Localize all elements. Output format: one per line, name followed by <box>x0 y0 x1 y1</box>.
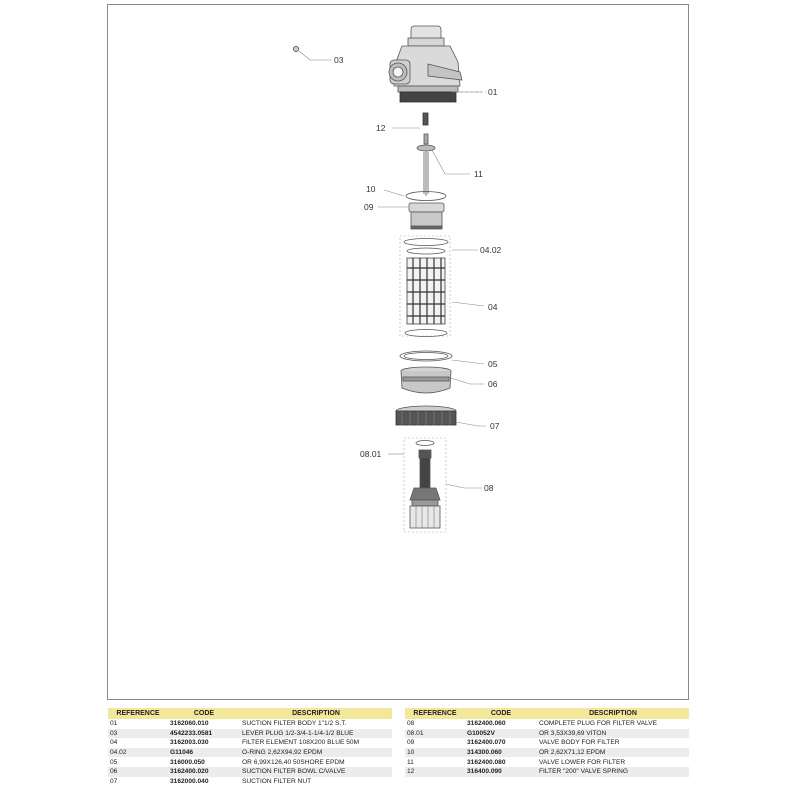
cell-code: G11046 <box>168 748 240 758</box>
part-06-filter-bowl <box>401 367 484 393</box>
table-row <box>108 777 392 787</box>
table-row <box>108 748 392 758</box>
header-reference: REFERENCE <box>108 708 168 719</box>
cell-ref: 06 <box>108 767 168 777</box>
cell-code: 314300.060 <box>465 748 537 758</box>
cell-code: 4542233.0581 <box>168 729 240 739</box>
cell-code: 316000.050 <box>170 758 205 766</box>
callout-05: 05 <box>488 359 498 369</box>
header-description: DESCRIPTION <box>537 708 689 719</box>
cell-ref: 01 <box>110 720 118 728</box>
table-row <box>108 767 392 777</box>
callout-03: 03 <box>334 55 344 65</box>
part-07-filter-nut <box>396 406 486 426</box>
cell-ref: 10 <box>405 748 465 758</box>
part-12-valve-spring <box>392 113 428 128</box>
header-reference: REFERENCE <box>405 708 465 719</box>
cell-ref: 08 <box>407 720 415 728</box>
cell-ref: 03 <box>108 729 168 739</box>
part-08-complete-plug <box>388 438 482 532</box>
header-code: CODE <box>168 708 240 719</box>
table-row <box>108 719 392 729</box>
callout-12: 12 <box>376 123 386 133</box>
callout-06: 06 <box>488 379 498 389</box>
cell-code: 3162400.020 <box>168 767 240 777</box>
cell-desc: OR 6,99X126,40 50SHORE EPDM <box>242 758 345 766</box>
cell-desc: VALVE LOWER FOR FILTER <box>539 758 626 766</box>
table-row <box>405 729 689 739</box>
cell-desc: COMPLETE PLUG FOR FILTER VALVE <box>539 720 657 728</box>
part-05-o-ring <box>400 351 484 364</box>
cell-code: 3162400.080 <box>467 758 506 766</box>
part-04-filter-element <box>400 236 484 337</box>
part-09-valve-body <box>378 203 444 229</box>
cell-desc: VALVE BODY FOR FILTER <box>539 739 620 747</box>
cell-ref: 11 <box>407 758 414 766</box>
cell-desc: SUCTION FILTER BODY 1"1/2 S.T. <box>242 720 347 728</box>
cell-desc: SUCTION FILTER BOWL C/VALVE <box>240 767 392 777</box>
callout-11: 11 <box>474 169 483 179</box>
cell-desc: O-RING 2,62X94,92 EPDM <box>240 748 392 758</box>
part-03-lever-plug <box>293 46 332 60</box>
cell-ref: 05 <box>110 758 118 766</box>
table-row <box>108 757 392 767</box>
table-row <box>108 729 392 739</box>
cell-desc: FILTER "200" VALVE SPRING <box>537 767 689 777</box>
cell-desc: SUCTION FILTER NUT <box>242 777 312 785</box>
table-header-row <box>405 708 689 719</box>
cell-code: G10052V <box>465 729 537 739</box>
cell-ref: 07 <box>110 777 118 785</box>
header-code: CODE <box>465 708 537 719</box>
callout-10: 10 <box>366 184 376 194</box>
callout-07: 07 <box>490 421 500 431</box>
callout-04-02: 04.02 <box>480 245 502 255</box>
cell-code: 3162060.010 <box>170 720 209 728</box>
part-01-filter-body <box>389 26 486 102</box>
cell-code: 3162400.060 <box>467 720 506 728</box>
cell-ref: 09 <box>407 739 415 747</box>
table-row <box>405 738 689 748</box>
cell-ref: 12 <box>405 767 465 777</box>
callout-09: 09 <box>364 202 374 212</box>
header-description: DESCRIPTION <box>240 708 392 719</box>
cell-code: 3162003.030 <box>170 739 209 747</box>
cell-ref: 04 <box>110 739 118 747</box>
parts-table-left <box>108 708 392 786</box>
parts-table-right <box>405 708 689 777</box>
cell-code: 3162000.040 <box>170 777 209 785</box>
table-row <box>405 748 689 758</box>
cell-code: 3162400.070 <box>467 739 506 747</box>
callout-08: 08 <box>484 483 494 493</box>
cell-code: 316400.090 <box>465 767 537 777</box>
table-row <box>405 767 689 777</box>
table-header-row <box>108 708 392 719</box>
cell-desc: OR 2,62X71,12 EPDM <box>537 748 689 758</box>
cell-ref: 04.02 <box>108 748 168 758</box>
part-11-valve-lower <box>417 134 470 196</box>
callout-04: 04 <box>488 302 498 312</box>
table-row <box>108 738 392 748</box>
cell-desc: LEVER PLUG 1/2-3/4-1-1/4-1/2 BLUE <box>240 729 392 739</box>
callout-08-01: 08.01 <box>360 449 382 459</box>
cell-desc: OR 3,53X39,69 VITON <box>537 729 689 739</box>
cell-ref: 08.01 <box>405 729 465 739</box>
part-10-o-ring <box>384 190 446 201</box>
callout-01: 01 <box>488 87 498 97</box>
cell-desc: FILTER ELEMENT 108X200 BLUE 50M <box>242 739 360 747</box>
table-row <box>405 719 689 729</box>
table-row <box>405 757 689 767</box>
